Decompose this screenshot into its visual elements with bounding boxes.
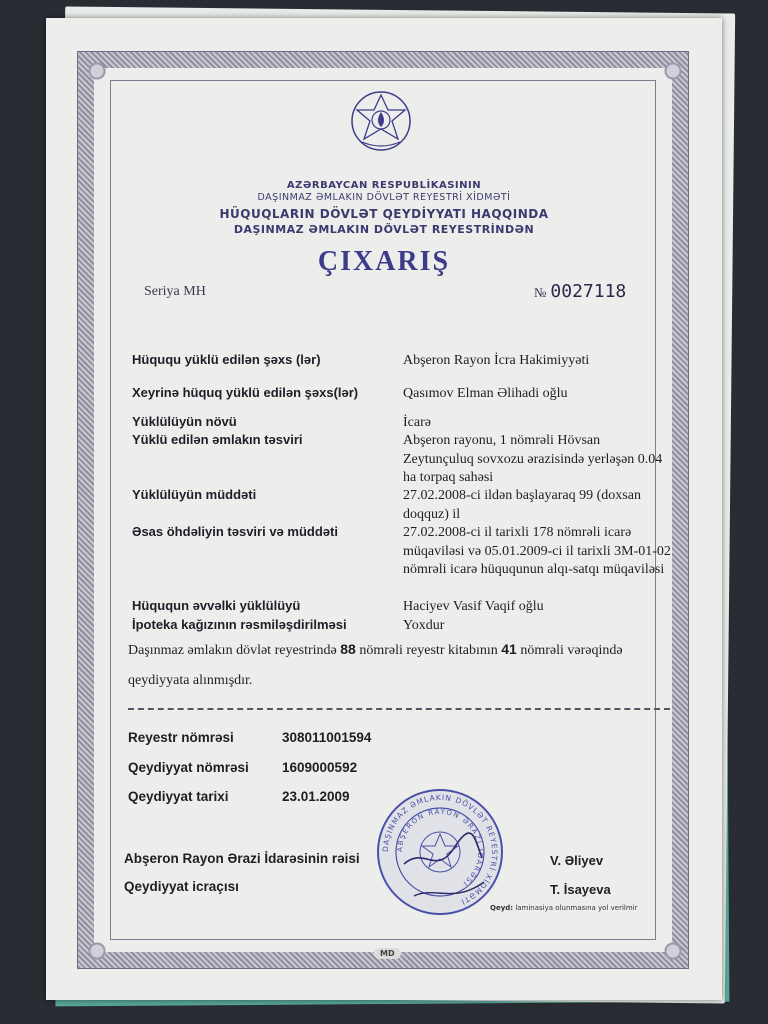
statement-part-1: Daşınmaz əmlakın dövlət reyestrində — [128, 643, 337, 658]
corner-ornament — [658, 56, 688, 86]
field-value: Qasımov Elman Əlihadi oğlu — [403, 386, 568, 401]
corner-ornament — [658, 936, 688, 966]
field-value: Yoxdur — [403, 618, 445, 633]
dashed-divider — [128, 708, 670, 710]
stamp-outer-text: DAŞINMAZ ƏMLAKIN DÖVLƏT REYESTRİ XİDMƏTİ — [380, 792, 500, 907]
header-line-2: DAŞINMAZ ƏMLAKIN DÖVLƏT REYESTRİ XİDMƏTİ — [257, 192, 511, 203]
registry-value: 23.01.2009 — [282, 789, 350, 804]
official-stamp — [374, 786, 506, 918]
registry-value: 1609000592 — [282, 760, 358, 775]
field-label: Hüququ yüklü edilən şəxs (lər) — [132, 352, 321, 367]
registry-label: Qeydiyyat tarixi — [128, 789, 229, 804]
statement-part-2: nömrəli reyestr kitabının — [359, 643, 498, 658]
field-label: Hüququn əvvəlki yüklülüyü — [132, 598, 301, 613]
registry-label: Reyestr nömrəsi — [128, 730, 234, 745]
registration-statement — [128, 634, 668, 696]
signature-name: V. Əliyev — [550, 853, 604, 868]
field-label: Əsas öhdəliyin təsviri və müddəti — [132, 524, 338, 539]
field-label: Yüklü edilən əmlakın təsviri — [132, 432, 303, 447]
statement-page-number: 41 — [501, 641, 517, 657]
statement-part-3: nömrəli vərəqində qeydiyyata alınmışdır. — [128, 643, 623, 688]
field-value: 27.02.2008-ci il tarixli 178 nömrəli icarə müqaviləsi və 05.01.2009-ci il tarixli 3M-01-02 nömrəli icarə hüququnun alqı-satqı müqaviləsi — [403, 525, 671, 577]
coat-of-arms-emblem — [350, 90, 412, 152]
field-label: Yüklülüyün müddəti — [132, 487, 257, 502]
number-value: 0027118 — [550, 281, 627, 302]
document-title: ÇIXARIŞ — [317, 246, 451, 277]
number-prefix: № — [534, 285, 547, 300]
header-line-4: DAŞINMAZ ƏMLAKIN DÖVLƏT REYESTRİNDƏN — [233, 223, 535, 236]
registry-label: Qeydiyyat nömrəsi — [128, 760, 249, 775]
field-label: Yüklülüyün növü — [132, 414, 237, 429]
series-label: Seriya MH — [144, 284, 206, 299]
field-value: İcarə — [403, 415, 431, 430]
header-line-3: HÜQUQLARIN DÖVLƏT QEYDİYYATI HAQQINDA — [219, 207, 549, 221]
corner-ornament — [82, 936, 112, 966]
field-value: Abşeron Rayon İcra Hakimiyyəti — [403, 353, 590, 368]
statement-book-number: 88 — [340, 641, 356, 657]
lamination-note — [490, 904, 638, 912]
note-label: Qeyd: — [490, 904, 514, 912]
stamp-inner-text: ABŞERON RAYON ƏRAZİ İDARƏSİ — [395, 807, 485, 888]
note-text: laminasiya olunmasına yol verilmir — [515, 904, 638, 912]
field-label: İpoteka kağızının rəsmiləşdirilməsi — [132, 617, 347, 632]
field-value: 27.02.2008-ci ildən başlayaraq 99 (doxsan doqquz) il — [403, 488, 641, 522]
document-paper — [46, 18, 722, 1000]
field-label: Xeyrinə hüquq yüklü edilən şəxs(lər) — [132, 385, 359, 400]
signature-label: Qeydiyyat icraçısı — [124, 879, 239, 894]
registry-value: 308011001594 — [282, 730, 372, 745]
header-line-1: AZƏRBAYCAN RESPUBLİKASININ — [286, 180, 482, 191]
signature-label: Abşeron Rayon Ərazi İdarəsinin rəisi — [124, 851, 360, 866]
document-number — [534, 281, 626, 302]
signature-name: T. İsayeva — [550, 882, 611, 897]
field-value: Abşeron rayonu, 1 nömrəli Hövsan Zeytunçuluq sovxozu ərazisində yerləşən 0.04 ha torpaq sahəsi — [403, 433, 663, 485]
field-value: Haciyev Vasif Vaqif oğlu — [403, 599, 544, 614]
corner-ornament — [82, 56, 112, 86]
footer-mark: MD — [374, 948, 401, 959]
